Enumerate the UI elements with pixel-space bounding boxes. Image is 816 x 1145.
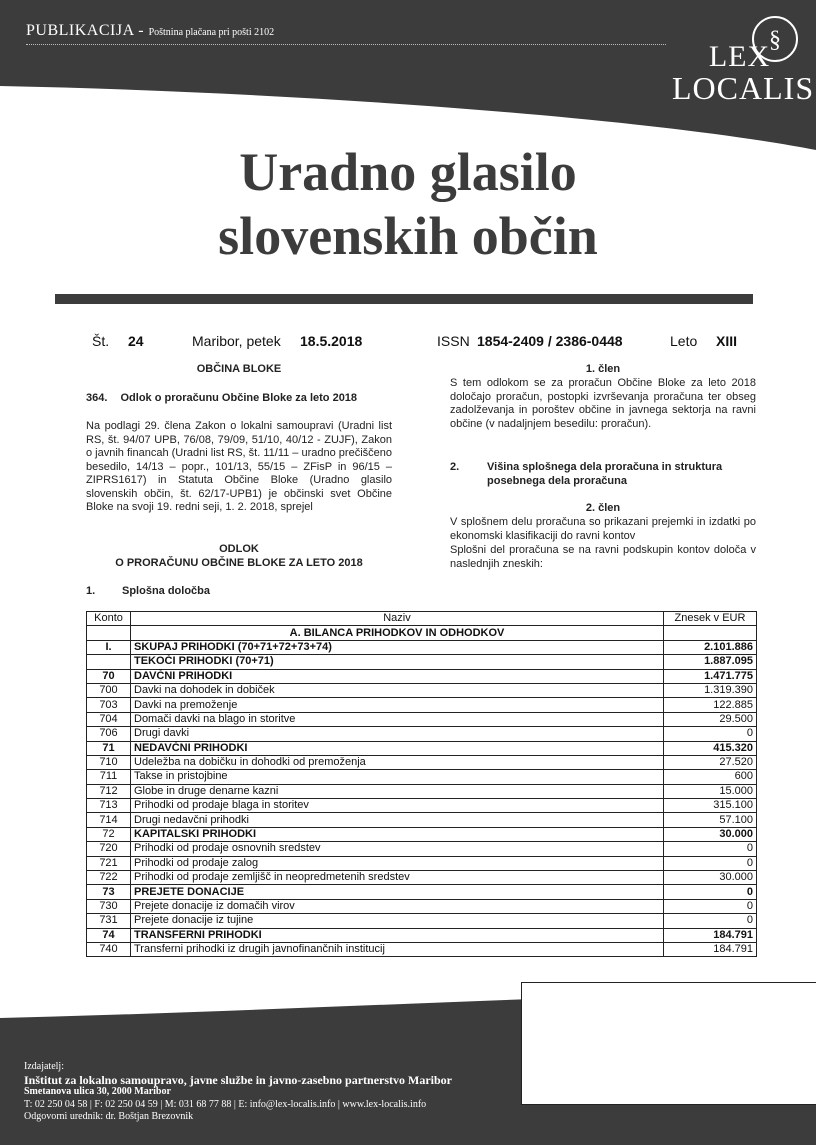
table-row (87, 655, 757, 669)
konto-cell: 721 (87, 856, 131, 870)
konto-cell: 712 (87, 784, 131, 798)
title-rule (55, 294, 753, 304)
znesek-cell: 415.320 (664, 741, 757, 755)
postage-note: Poštnina plačana pri pošti 2102 (148, 27, 275, 38)
section-1-heading (86, 585, 392, 599)
issn-label: ISSN (437, 333, 470, 349)
section-blank-cell (664, 626, 757, 640)
naziv-cell: SKUPAJ PRIHODKI (70+71+72+73+74) (131, 640, 664, 654)
header-znesek: Znesek v EUR (664, 612, 757, 626)
naziv-cell: DAVČNI PRIHODKI (131, 669, 664, 683)
publisher-label: Izdajatelj: (24, 1061, 64, 1072)
konto-cell: 70 (87, 669, 131, 683)
budget-table (86, 611, 757, 957)
act-heading (86, 392, 416, 406)
publisher-address: Smetanova ulica 30, 2000 Maribor (24, 1086, 171, 1097)
table-row (87, 928, 757, 942)
article-2-paragraph-2: Splošni del proračuna se na ravni podskupin kontov določa v naslednjih zneskih: (450, 544, 756, 570)
naziv-cell: Davki na premoženje (131, 698, 664, 712)
table-row (87, 799, 757, 813)
responsible-editor: Odgovorni urednik: dr. Boštjan Brezovnik (24, 1111, 194, 1122)
table-row (87, 827, 757, 841)
section-2-title: Višina splošnega dela proračuna in struktura posebnega dela proračuna (487, 461, 723, 487)
preamble-text: Na podlagi 29. člena Zakon o lokalni samoupravi (Uradni list RS, št. 94/07 UPB, 76/08, 79/09, 51/10, 40/12 - ZUJF), Zakon o javnih financah (Uradni list RS, št. 11/11 – uradno prečiščeno besedilo, 14/13 – popr., 101/13, 55/15 – ZFisP in 96/15 – ZIPRS1617) in Statuta Občine Bloke (Uradno glasilo slovenskih občin, št. 62/17-UPB1) je občinski svet Občine Bloke na svoji 19. redni seji, 1. 2. 2018, sprejel (86, 420, 392, 513)
znesek-cell: 30.000 (664, 827, 757, 841)
konto-cell: 706 (87, 727, 131, 741)
naziv-cell: Prihodki od prodaje osnovnih sredstev (131, 842, 664, 856)
publisher-info (24, 1061, 452, 1124)
konto-cell: 730 (87, 899, 131, 913)
znesek-cell: 0 (664, 885, 757, 899)
konto-cell: 740 (87, 942, 131, 956)
znesek-cell: 2.101.886 (664, 640, 757, 654)
naziv-cell: Prihodki od prodaje zalog (131, 856, 664, 870)
konto-cell: 703 (87, 698, 131, 712)
section-blank-cell (87, 626, 131, 640)
publisher-contacts: T: 02 250 04 58 | F: 02 250 04 59 | M: 031 68 77 88 | E: info@lex-localis.info | www.lex-localis.info (24, 1098, 427, 1110)
table-section-row (87, 626, 757, 640)
naziv-cell: KAPITALSKI PRIHODKI (131, 827, 664, 841)
blank-box (521, 982, 816, 1105)
lex-localis-logo (672, 40, 815, 106)
section-2-heading (450, 461, 756, 487)
konto-cell: 711 (87, 770, 131, 784)
naziv-cell: Globe in druge denarne kazni (131, 784, 664, 798)
konto-cell: 713 (87, 799, 131, 813)
table-row (87, 683, 757, 697)
znesek-cell: 184.791 (664, 928, 757, 942)
konto-cell: 720 (87, 842, 131, 856)
znesek-cell: 0 (664, 842, 757, 856)
logo-line-2: LOCALIS (672, 70, 815, 106)
naziv-cell: Prihodki od prodaje blaga in storitev (131, 799, 664, 813)
title-line-2: slovenskih občin (218, 206, 598, 266)
table-row (87, 842, 757, 856)
konto-cell: 700 (87, 683, 131, 697)
year-value: XIII (716, 333, 738, 349)
konto-cell: 74 (87, 928, 131, 942)
ordinance-heading: ODLOK (219, 543, 259, 555)
znesek-cell: 0 (664, 856, 757, 870)
znesek-cell: 57.100 (664, 813, 757, 827)
article-2-paragraph-1: V splošnem delu proračuna so prikazani prejemki in izdatki po ekonomski klasifikaciji do ravni kontov (450, 516, 756, 542)
article-2-heading: 2. člen (585, 502, 621, 514)
table-row (87, 899, 757, 913)
budget-table-body (87, 640, 757, 957)
dotted-rule (26, 44, 666, 45)
title-line-1: Uradno glasilo (239, 142, 577, 202)
issue-number: 24 (128, 333, 144, 349)
konto-cell: 73 (87, 885, 131, 899)
table-row (87, 813, 757, 827)
logo-symbol: § (769, 27, 781, 53)
publication-label: PUBLIKACIJA (26, 22, 134, 39)
znesek-cell: 315.100 (664, 799, 757, 813)
table-header-row (87, 612, 757, 626)
table-row (87, 698, 757, 712)
table-row (87, 669, 757, 683)
table-row (87, 640, 757, 654)
znesek-cell: 29.500 (664, 712, 757, 726)
table-row (87, 727, 757, 741)
header-konto: Konto (87, 612, 131, 626)
znesek-cell: 30.000 (664, 871, 757, 885)
header-naziv: Naziv (131, 612, 664, 626)
naziv-cell: Prejete donacije iz domačih virov (131, 899, 664, 913)
konto-cell: 722 (87, 871, 131, 885)
konto-cell (87, 655, 131, 669)
znesek-cell: 1.319.390 (664, 683, 757, 697)
naziv-cell: Prejete donacije iz tujine (131, 914, 664, 928)
konto-cell: 704 (87, 712, 131, 726)
section-title: A. BILANCA PRIHODKOV IN ODHODKOV (131, 626, 664, 640)
year-label: Leto (670, 333, 698, 349)
article-1-text: S tem odlokom se za proračun Občine Bloke za leto 2018 določajo proračun, postopki izvrševanja proračuna ter obseg zadolževanja in poroštev občine in javnega sektorja na ravni občine (v nadaljnjem besedilu: proračun). (450, 377, 756, 430)
table-row (87, 770, 757, 784)
naziv-cell: Udeležba na dobičku in dohodki od premoženja (131, 755, 664, 769)
naziv-cell: Takse in pristojbine (131, 770, 664, 784)
konto-cell: 731 (87, 914, 131, 928)
naziv-cell: Drugi davki (131, 727, 664, 741)
issue-number-label: Št. (92, 333, 110, 349)
issue-place-day: Maribor, petek (192, 333, 281, 349)
znesek-cell: 1.887.095 (664, 655, 757, 669)
masthead-title (0, 140, 816, 268)
naziv-cell: TEKOČI PRIHODKI (70+71) (131, 655, 664, 669)
znesek-cell: 600 (664, 770, 757, 784)
section-1-number: 1. (86, 585, 96, 597)
table-row (87, 784, 757, 798)
publication-line (26, 22, 274, 40)
publisher-name: Inštitut za lokalno samoupravo, javne službe in javno-zasebno partnerstvo Maribor (24, 1072, 453, 1087)
issue-date: 18.5.2018 (300, 333, 363, 349)
znesek-cell: 0 (664, 727, 757, 741)
znesek-cell: 15.000 (664, 784, 757, 798)
naziv-cell: PREJETE DONACIJE (131, 885, 664, 899)
table-row (87, 856, 757, 870)
logo-line-1: LEX (708, 40, 771, 73)
konto-cell: I. (87, 640, 131, 654)
table-row (87, 914, 757, 928)
naziv-cell: Drugi nedavčni prihodki (131, 813, 664, 827)
table-row (87, 885, 757, 899)
issue-info (92, 333, 752, 351)
table-row (87, 942, 757, 956)
issn-value: 1854-2409 / 2386-0448 (477, 333, 623, 349)
table-row (87, 755, 757, 769)
naziv-cell: Prihodki od prodaje zemljišč in neopredmetenih sredstev (131, 871, 664, 885)
znesek-cell: 1.471.775 (664, 669, 757, 683)
znesek-cell: 122.885 (664, 698, 757, 712)
ordinance-subheading: O PRORAČUNU OBČINE BLOKE ZA LETO 2018 (115, 557, 363, 569)
table-row (87, 871, 757, 885)
konto-cell: 714 (87, 813, 131, 827)
znesek-cell: 27.520 (664, 755, 757, 769)
act-title: Odlok o proračunu Občine Bloke za leto 2018 (120, 392, 358, 404)
konto-cell: 72 (87, 827, 131, 841)
naziv-cell: Domači davki na blago in storitve (131, 712, 664, 726)
municipality-heading: OBČINA BLOKE (196, 363, 282, 375)
naziv-cell: Transferni prihodki iz drugih javnofinančnih institucij (131, 942, 664, 956)
znesek-cell: 0 (664, 914, 757, 928)
table-row (87, 741, 757, 755)
section-2-number: 2. (450, 461, 460, 473)
znesek-cell: 184.791 (664, 942, 757, 956)
section-1-title: Splošna določba (122, 585, 211, 597)
article-1-heading: 1. člen (585, 363, 621, 375)
naziv-cell: Davki na dohodek in dobiček (131, 683, 664, 697)
konto-cell: 71 (87, 741, 131, 755)
publication-dash: - (133, 22, 149, 39)
naziv-cell: TRANSFERNI PRIHODKI (131, 928, 664, 942)
naziv-cell: NEDAVČNI PRIHODKI (131, 741, 664, 755)
act-number: 364. (86, 392, 108, 404)
znesek-cell: 0 (664, 899, 757, 913)
konto-cell: 710 (87, 755, 131, 769)
table-row (87, 712, 757, 726)
